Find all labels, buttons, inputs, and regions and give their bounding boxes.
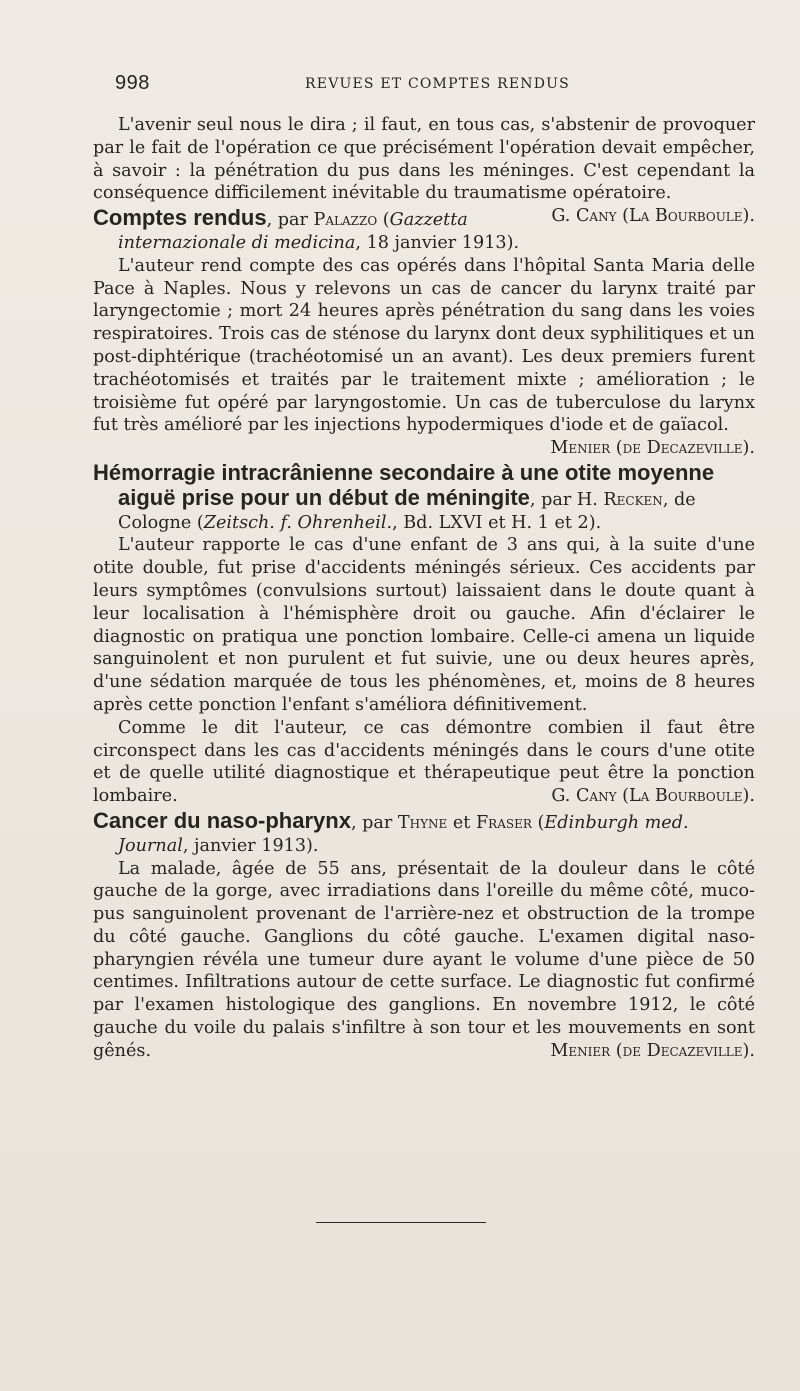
review-heading: Cancer du naso-pharynx, par Thyne et Fraser (Edinburgh med. Journal, janvier 1913). [93,807,689,856]
review-heading: Comptes rendus, par Palazzo (Gazzetta internazionale di medicina, 18 janvier 1913). [93,205,520,253]
page-number: 998 [115,72,150,94]
signature: Menier (de Decazeville). [550,438,755,459]
review-title: Cancer du naso-pharynx [93,807,351,833]
review-heading: Hémorragie intracrânienne secondaire à une otite moyenne aiguë prise pour un début de méningite, par H. Recken, de Cologne (Zeitsch. f. Ohrenheil., Bd. LXVI et H. 1 et 2). [93,459,715,533]
running-head: REVUES ET COMPTES RENDUS [305,76,570,92]
article-body [93,114,755,1063]
signature: G. Cany (La Bourboule). [551,206,755,227]
journal-name: Edinburgh med. Journal [118,812,689,856]
page-header [115,72,760,98]
signature: Menier (de Decazeville). [550,1040,755,1061]
review-text: L'auteur rapporte le cas d'une enfant de 3 ans qui, à la suite d'une otite double, fut prise d'accidents méningés sérieux. Ces accidents par leurs symptômes (convulsions surtout) laissaient dans le doute quant à leur localisation à l'hémisphère droit ou gauche. Afin d'éclairer le diagnostic on pratiqua une ponction lombaire. Celle-ci amena un liquide sanguinolent et non purulent et fut suivie, une ou deux heures après, d'une sédation marquée de tous les phénomènes, et, moins de 8 heures après cette ponction l'enfant s'améliora définitivement. [93,535,755,715]
end-rule [316,1222,486,1223]
signature: G. Cany (La Bourboule). [551,786,755,807]
review-author: Fraser [475,812,532,833]
review-author: Recken [603,489,663,510]
review-author: Palazzo [313,210,378,231]
review-text: Comme le dit l'auteur, ce cas démontre combien il faut être circonspect dans les cas d'accidents méningés dans le cours d'une otite et de quelle utilité diagnostique et thérapeutique peut être la ponction lombaire. G. Cany (La Bourboule). [93,717,755,807]
paragraph-text: L'avenir seul nous le dira ; il faut, en tous cas, s'abstenir de provoquer par le fait de l'opération ce que précisément l'opération devait empêcher, à savoir : la pénétration du pus dans les méninges. C'est cependant la conséquence difficilement inévitable du traumatisme opératoire. [93,115,755,204]
review-text: L'auteur rend compte des cas opérés dans l'hôpital Santa Maria delle Pace à Naples. Nous y relevons un cas de cancer du larynx traité par laryngectomie ; mort 24 heures après pénétration du sang dans les voies respiratoires. Trois cas de sténose du larynx dont deux syphilitiques et un post-diphtérique (trachéotomisé un an avant). Les deux premiers furent trachéotomisés et traités par le traitement mixte ; amélioration ; le troisième fut opéré par laryngostomie. Un cas de tuberculose du larynx fut très amélioré par les injections hypodermiques d'iode et de gaïacol. [93,255,755,436]
review-title: Hémorragie intracrânienne secondaire à une otite moyenne aiguë prise pour un début de méningite [93,459,715,510]
review-author: Thyne [397,812,448,833]
journal-name: Zeitsch. f. Ohrenheil. [203,512,393,533]
review-text: La malade, âgée de 55 ans, présentait de la douleur dans le côté gauche de la gorge, avec irradiations dans l'oreille du même côté, muco-pus sanguinolent provenant de l'arrière-nez et obstruction de la trompe du côté gauche. Ganglions du côté gauche. L'examen digital naso-pharyngien révéla une tumeur dure ayant le volume d'une pièce de 50 centimes. Infiltrations autour de cette surface. Le diagnostic fut confirmé par l'examen histologique des ganglions. En novembre 1912, le côté gauche du voile du palais s'infiltre à son tour et les mouvements en sont gênés. Menier (de Decazeville). [93,858,755,1061]
journal-name: Gazzetta internazionale di medicina [118,210,468,253]
review-title: Comptes rendus [93,205,267,231]
